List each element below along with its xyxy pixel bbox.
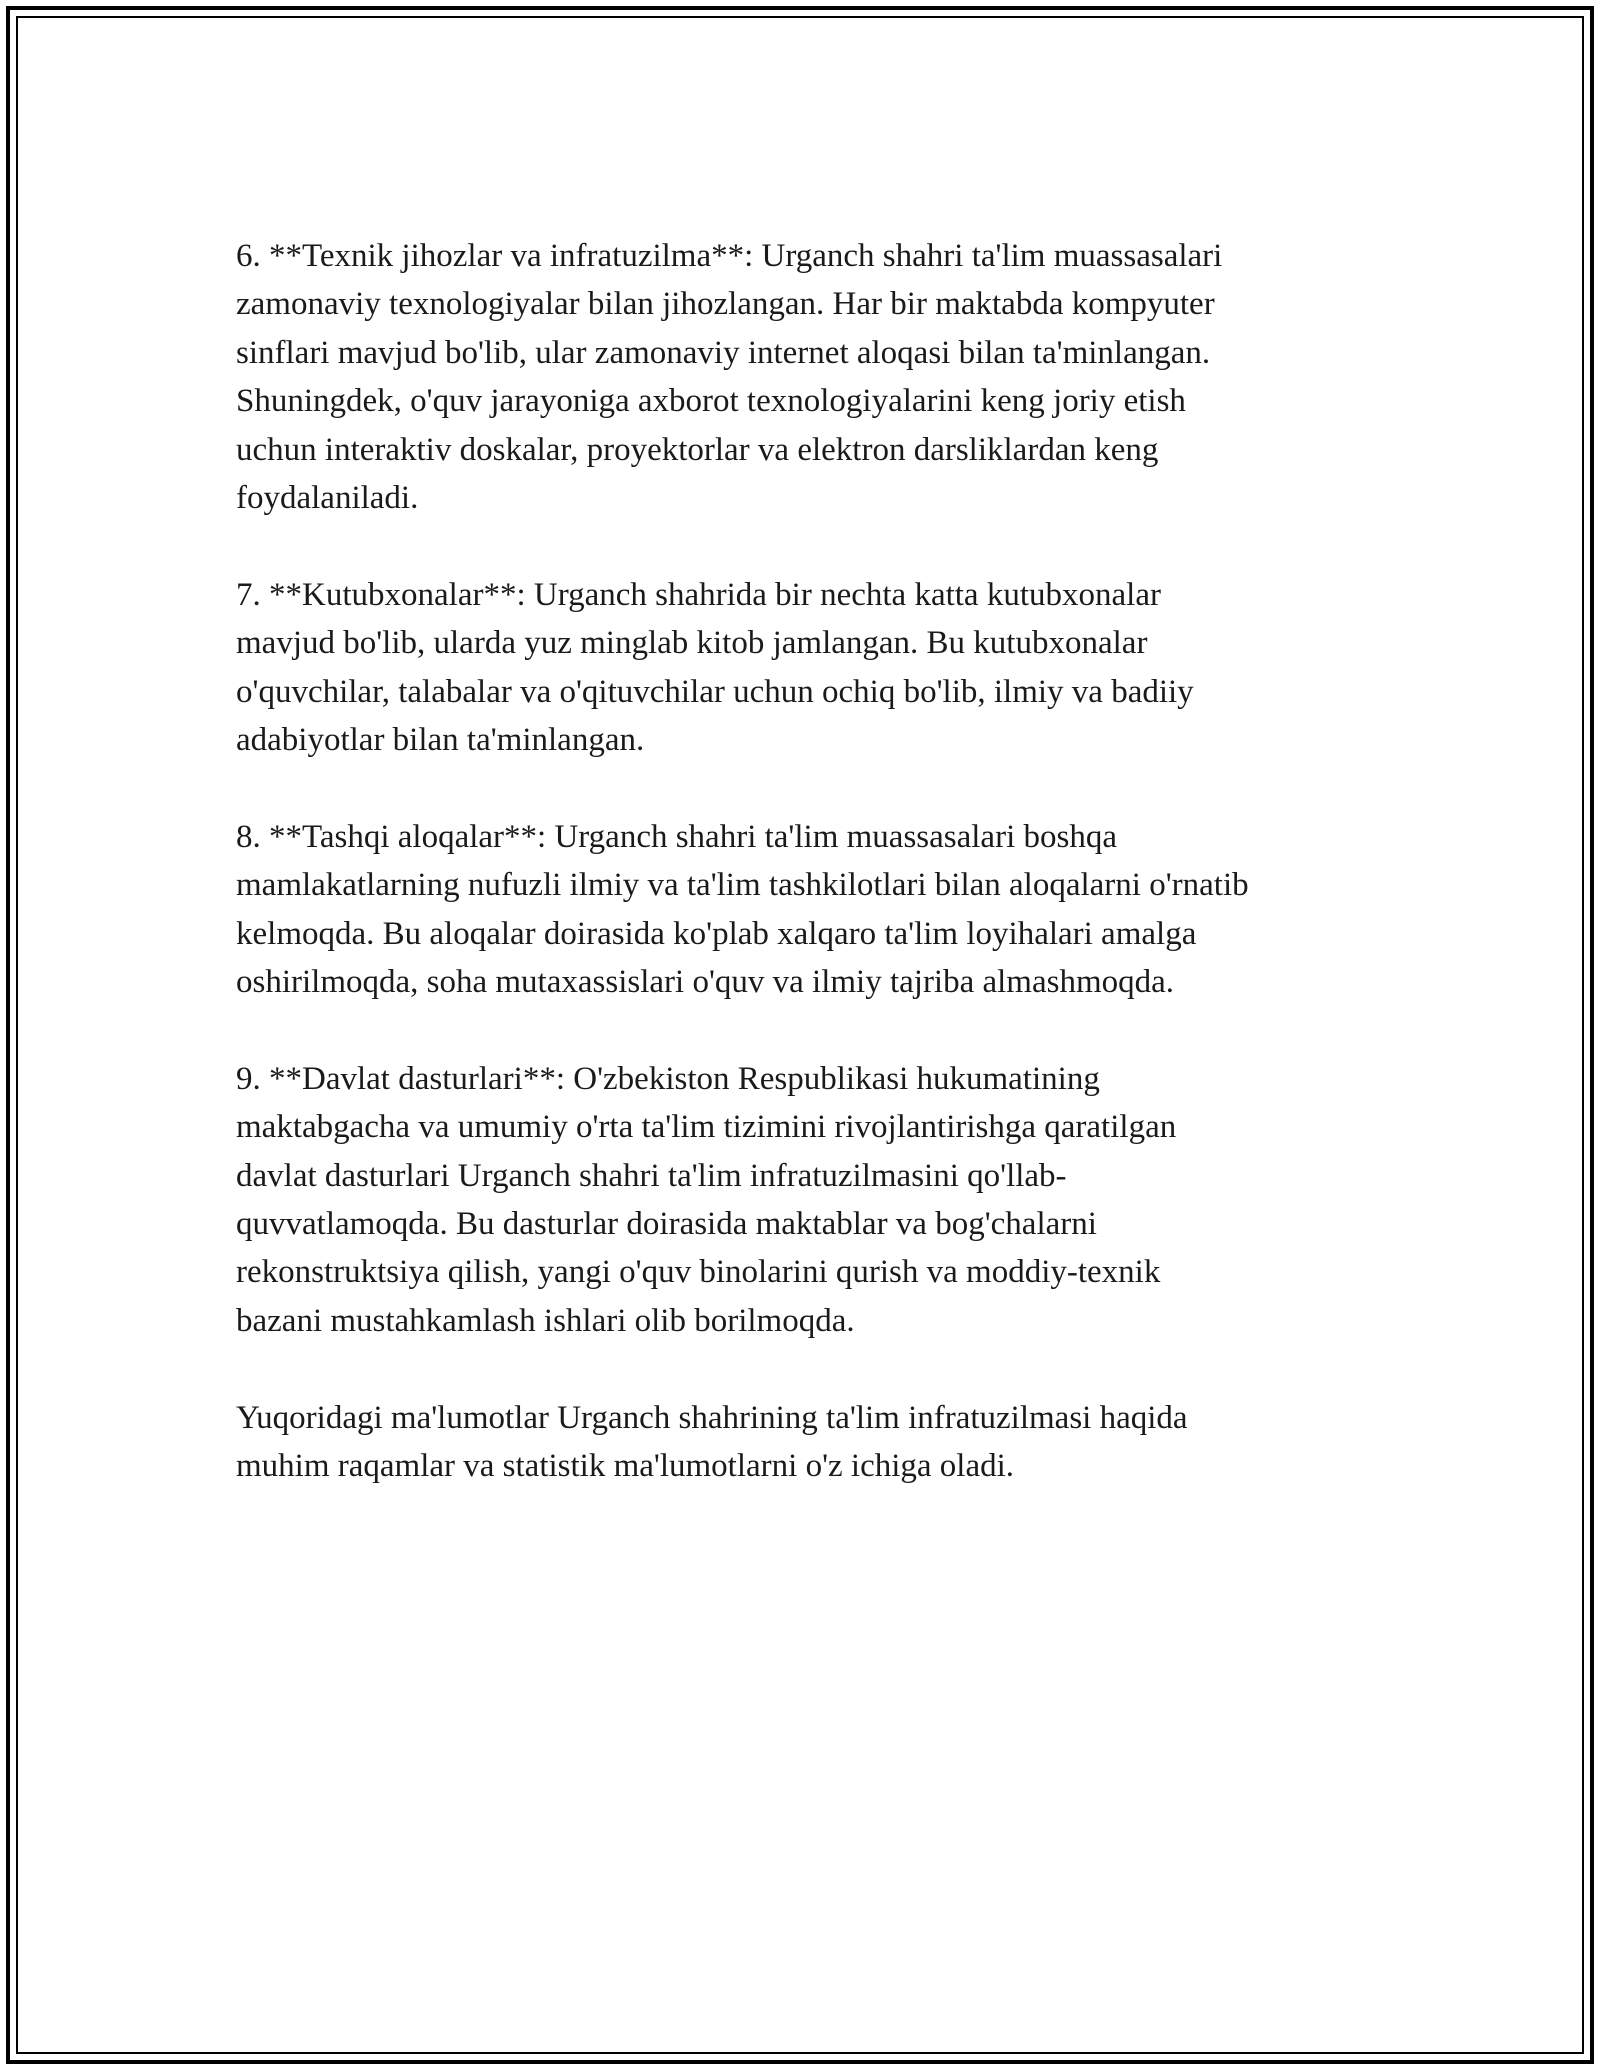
- paragraph-conclusion: Yuqoridagi ma'lumotlar Urganch shahrining ta'lim infratuzilmasi haqida muhim raqamlar va statistik ma'lumotlarni o'z ichiga oladi.: [236, 1399, 1188, 1485]
- paragraph-foreign-relations: 8. **Tashqi aloqalar**: Urganch shahri ta'lim muassasalari boshqa mamlakatlarning nufuzli ilmiy va ta'lim tashkilotlari bilan aloqalarni o'rnatib kelmoqda. Bu aloqalar doirasida ko'plab xalqaro ta'lim loyihalari amalga oshirilmoqda, soha mutaxassislari o'quv va ilmiy tajriba almashmoqda.: [236, 818, 1249, 1001]
- paragraph-state-programs: 9. **Davlat dasturlari**: O'zbekiston Respublikasi hukumatining maktabgacha va umumiy o'rta ta'lim tizimini rivojlantirishga qaratilgan davlat dasturlari Urganch shahri ta'lim infratuzilmasini qo'llab- quvvatlamoqda. Bu dasturlar doirasida maktablar va bog'chalarni rekonstruktsiya qilish, yangi o'quv binolarini qurish va moddiy-texnik bazani mustahkamlash ishlari olib borilmoqda.: [236, 1060, 1177, 1339]
- paragraph-technical-equipment: 6. **Texnik jihozlar va infratuzilma**: Urganch shahri ta'lim muassasalari zamonaviy texnologiyalar bilan jihozlangan. Har bir maktabda kompyuter sinflari mavjud bo'lib, ular zamonaviy internet aloqasi bilan ta'minlangan. Shuningdek, o'quv jarayoniga axborot texnologiyalarini keng joriy etish uchun interaktiv doskalar, proyektorlar va elektron darsliklardan keng foydalaniladi.: [236, 238, 1223, 517]
- paragraph-libraries: 7. **Kutubxonalar**: Urganch shahrida bir nechta katta kutubxonalar mavjud bo'lib, ularda yuz minglab kitob jamlangan. Bu kutubxonalar o'quvchilar, talabalar va o'qituvchilar uchun ochiq bo'lib, ilmiy va badiiy adabiyotlar bilan ta'minlangan.: [236, 576, 1194, 759]
- document-body: [236, 232, 1386, 1539]
